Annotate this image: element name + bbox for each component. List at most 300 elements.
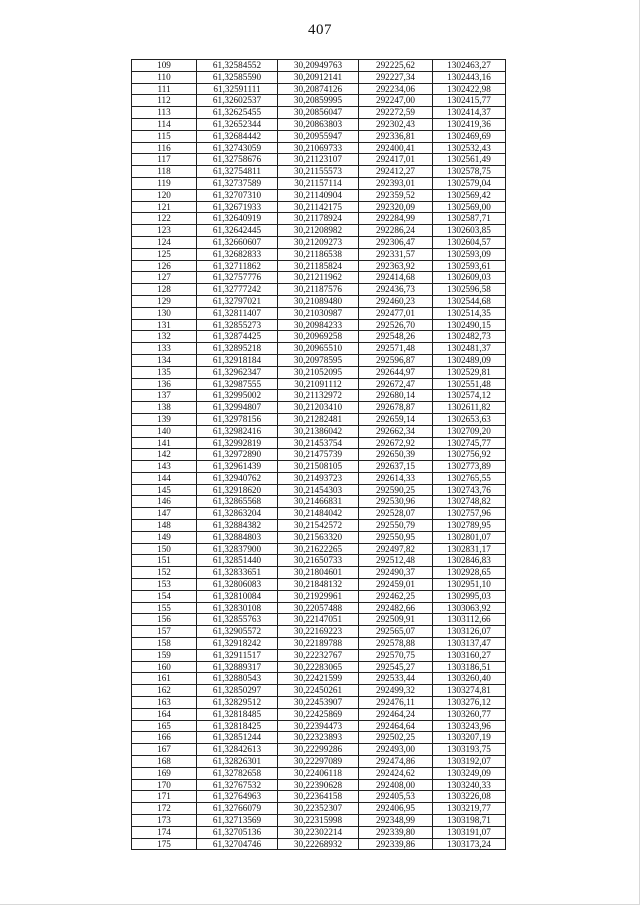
x-coordinate-cell: 292644,97 [359, 366, 433, 378]
table-row [132, 272, 506, 284]
point-number-cell: 164 [132, 708, 197, 720]
longitude-cell: 30,21187576 [278, 284, 359, 296]
point-number-cell: 112 [132, 95, 197, 107]
point-number-cell: 161 [132, 673, 197, 685]
table-row [132, 307, 506, 319]
y-coordinate-cell: 1303240,33 [433, 779, 506, 791]
y-coordinate-cell: 1303137,47 [433, 638, 506, 650]
latitude-cell: 61,32818485 [197, 708, 278, 720]
y-coordinate-cell: 1303193,75 [433, 744, 506, 756]
point-number-cell: 136 [132, 378, 197, 390]
x-coordinate-cell: 292662,34 [359, 425, 433, 437]
point-number-cell: 129 [132, 295, 197, 307]
point-number-cell: 141 [132, 437, 197, 449]
longitude-cell: 30,22364158 [278, 791, 359, 803]
longitude-cell: 30,21454303 [278, 484, 359, 496]
x-coordinate-cell: 292348,99 [359, 815, 433, 827]
latitude-cell: 61,32918620 [197, 484, 278, 496]
latitude-cell: 61,32764963 [197, 791, 278, 803]
y-coordinate-cell: 1302611,82 [433, 402, 506, 414]
x-coordinate-cell: 292464,24 [359, 708, 433, 720]
latitude-cell: 61,32995002 [197, 390, 278, 402]
latitude-cell: 61,32602537 [197, 95, 278, 107]
y-coordinate-cell: 1303274,81 [433, 685, 506, 697]
y-coordinate-cell: 1302481,37 [433, 343, 506, 355]
x-coordinate-cell: 292286,24 [359, 225, 433, 237]
x-coordinate-cell: 292331,57 [359, 248, 433, 260]
table-row [132, 815, 506, 827]
table-row [132, 508, 506, 520]
latitude-cell: 61,32642445 [197, 225, 278, 237]
table-row [132, 461, 506, 473]
y-coordinate-cell: 1302544,68 [433, 295, 506, 307]
latitude-cell: 61,32830108 [197, 602, 278, 614]
longitude-cell: 30,21493723 [278, 472, 359, 484]
latitude-cell: 61,32874425 [197, 331, 278, 343]
point-number-cell: 162 [132, 685, 197, 697]
y-coordinate-cell: 1302745,77 [433, 437, 506, 449]
x-coordinate-cell: 292336,81 [359, 130, 433, 142]
longitude-cell: 30,21484042 [278, 508, 359, 520]
point-number-cell: 126 [132, 260, 197, 272]
table-row [132, 602, 506, 614]
latitude-cell: 61,32837900 [197, 543, 278, 555]
table-row [132, 284, 506, 296]
table-row [132, 720, 506, 732]
latitude-cell: 61,32884803 [197, 531, 278, 543]
latitude-cell: 61,32810084 [197, 590, 278, 602]
x-coordinate-cell: 292339,86 [359, 838, 433, 850]
point-number-cell: 158 [132, 638, 197, 650]
y-coordinate-cell: 1303192,07 [433, 756, 506, 768]
point-number-cell: 157 [132, 626, 197, 638]
longitude-cell: 30,22297089 [278, 756, 359, 768]
table-row [132, 826, 506, 838]
x-coordinate-cell: 292363,92 [359, 260, 433, 272]
table-row [132, 732, 506, 744]
latitude-cell: 61,32777242 [197, 284, 278, 296]
y-coordinate-cell: 1302757,96 [433, 508, 506, 520]
x-coordinate-cell: 292550,95 [359, 531, 433, 543]
y-coordinate-cell: 1303063,92 [433, 602, 506, 614]
point-number-cell: 145 [132, 484, 197, 496]
latitude-cell: 61,32961439 [197, 461, 278, 473]
y-coordinate-cell: 1303260,77 [433, 708, 506, 720]
point-number-cell: 116 [132, 142, 197, 154]
latitude-cell: 61,32884382 [197, 520, 278, 532]
point-number-cell: 156 [132, 614, 197, 626]
point-number-cell: 111 [132, 83, 197, 95]
longitude-cell: 30,21089480 [278, 295, 359, 307]
latitude-cell: 61,32591111 [197, 83, 278, 95]
longitude-cell: 30,22189788 [278, 638, 359, 650]
y-coordinate-cell: 1302995,03 [433, 590, 506, 602]
x-coordinate-cell: 292678,87 [359, 402, 433, 414]
table-row [132, 225, 506, 237]
x-coordinate-cell: 292680,14 [359, 390, 433, 402]
longitude-cell: 30,21466831 [278, 496, 359, 508]
y-coordinate-cell: 1302561,49 [433, 154, 506, 166]
table-row [132, 626, 506, 638]
point-number-cell: 147 [132, 508, 197, 520]
table-row [132, 236, 506, 248]
table-row [132, 756, 506, 768]
y-coordinate-cell: 1302579,04 [433, 177, 506, 189]
x-coordinate-cell: 292412,27 [359, 166, 433, 178]
longitude-cell: 30,21178924 [278, 213, 359, 225]
x-coordinate-cell: 292565,07 [359, 626, 433, 638]
point-number-cell: 171 [132, 791, 197, 803]
x-coordinate-cell: 292464,64 [359, 720, 433, 732]
longitude-cell: 30,21542572 [278, 520, 359, 532]
latitude-cell: 61,32855273 [197, 319, 278, 331]
x-coordinate-cell: 292550,79 [359, 520, 433, 532]
table-row [132, 449, 506, 461]
point-number-cell: 151 [132, 555, 197, 567]
latitude-cell: 61,32851244 [197, 732, 278, 744]
longitude-cell: 30,21929961 [278, 590, 359, 602]
x-coordinate-cell: 292570,75 [359, 649, 433, 661]
longitude-cell: 30,21475739 [278, 449, 359, 461]
latitude-cell: 61,32811407 [197, 307, 278, 319]
x-coordinate-cell: 292530,96 [359, 496, 433, 508]
point-number-cell: 115 [132, 130, 197, 142]
table-row [132, 638, 506, 650]
x-coordinate-cell: 292650,39 [359, 449, 433, 461]
x-coordinate-cell: 292462,25 [359, 590, 433, 602]
latitude-cell: 61,32978156 [197, 413, 278, 425]
latitude-cell: 61,32625455 [197, 107, 278, 119]
table-row [132, 803, 506, 815]
latitude-cell: 61,32705136 [197, 826, 278, 838]
point-number-cell: 168 [132, 756, 197, 768]
y-coordinate-cell: 1302463,27 [433, 60, 506, 72]
latitude-cell: 61,32826301 [197, 756, 278, 768]
point-number-cell: 121 [132, 201, 197, 213]
y-coordinate-cell: 1302569,00 [433, 201, 506, 213]
y-coordinate-cell: 1302765,55 [433, 472, 506, 484]
y-coordinate-cell: 1302593,09 [433, 248, 506, 260]
longitude-cell: 30,22268932 [278, 838, 359, 850]
longitude-cell: 30,22390628 [278, 779, 359, 791]
x-coordinate-cell: 292459,01 [359, 579, 433, 591]
point-number-cell: 125 [132, 248, 197, 260]
longitude-cell: 30,21282481 [278, 413, 359, 425]
point-number-cell: 166 [132, 732, 197, 744]
x-coordinate-cell: 292405,53 [359, 791, 433, 803]
x-coordinate-cell: 292482,66 [359, 602, 433, 614]
x-coordinate-cell: 292545,27 [359, 661, 433, 673]
y-coordinate-cell: 1302653,63 [433, 413, 506, 425]
latitude-cell: 61,32918242 [197, 638, 278, 650]
point-number-cell: 123 [132, 225, 197, 237]
latitude-cell: 61,32757776 [197, 272, 278, 284]
longitude-cell: 30,21848132 [278, 579, 359, 591]
point-number-cell: 169 [132, 767, 197, 779]
latitude-cell: 61,32842613 [197, 744, 278, 756]
x-coordinate-cell: 292306,47 [359, 236, 433, 248]
x-coordinate-cell: 292339,80 [359, 826, 433, 838]
longitude-cell: 30,21650733 [278, 555, 359, 567]
table-row [132, 107, 506, 119]
latitude-cell: 61,32972890 [197, 449, 278, 461]
longitude-cell: 30,21804601 [278, 567, 359, 579]
table-row [132, 366, 506, 378]
y-coordinate-cell: 1303276,12 [433, 697, 506, 709]
y-coordinate-cell: 1302529,81 [433, 366, 506, 378]
x-coordinate-cell: 292476,11 [359, 697, 433, 709]
point-number-cell: 128 [132, 284, 197, 296]
y-coordinate-cell: 1302443,16 [433, 71, 506, 83]
longitude-cell: 30,21211962 [278, 272, 359, 284]
table-row [132, 779, 506, 791]
longitude-cell: 30,22302214 [278, 826, 359, 838]
x-coordinate-cell: 292502,25 [359, 732, 433, 744]
latitude-cell: 61,32584552 [197, 60, 278, 72]
x-coordinate-cell: 292424,62 [359, 767, 433, 779]
x-coordinate-cell: 292400,41 [359, 142, 433, 154]
point-number-cell: 174 [132, 826, 197, 838]
latitude-cell: 61,32671933 [197, 201, 278, 213]
point-number-cell: 122 [132, 213, 197, 225]
table-row [132, 378, 506, 390]
y-coordinate-cell: 1303249,09 [433, 767, 506, 779]
table-row [132, 60, 506, 72]
x-coordinate-cell: 292512,48 [359, 555, 433, 567]
latitude-cell: 61,32863204 [197, 508, 278, 520]
longitude-cell: 30,21453754 [278, 437, 359, 449]
y-coordinate-cell: 1302514,35 [433, 307, 506, 319]
latitude-cell: 61,32880543 [197, 673, 278, 685]
longitude-cell: 30,21052095 [278, 366, 359, 378]
table-row [132, 177, 506, 189]
y-coordinate-cell: 1302419,36 [433, 118, 506, 130]
longitude-cell: 30,21622265 [278, 543, 359, 555]
point-number-cell: 130 [132, 307, 197, 319]
table-row [132, 402, 506, 414]
longitude-cell: 30,21508105 [278, 461, 359, 473]
table-row [132, 472, 506, 484]
x-coordinate-cell: 292548,26 [359, 331, 433, 343]
point-number-cell: 163 [132, 697, 197, 709]
y-coordinate-cell: 1302482,73 [433, 331, 506, 343]
longitude-cell: 30,21069733 [278, 142, 359, 154]
longitude-cell: 30,21208982 [278, 225, 359, 237]
point-number-cell: 140 [132, 425, 197, 437]
point-number-cell: 138 [132, 402, 197, 414]
point-number-cell: 152 [132, 567, 197, 579]
coordinates-table-body [132, 60, 506, 850]
latitude-cell: 61,32982416 [197, 425, 278, 437]
point-number-cell: 165 [132, 720, 197, 732]
latitude-cell: 61,32833651 [197, 567, 278, 579]
table-row [132, 213, 506, 225]
x-coordinate-cell: 292533,44 [359, 673, 433, 685]
latitude-cell: 61,32992819 [197, 437, 278, 449]
longitude-cell: 30,20912141 [278, 71, 359, 83]
x-coordinate-cell: 292247,00 [359, 95, 433, 107]
point-number-cell: 113 [132, 107, 197, 119]
x-coordinate-cell: 292393,01 [359, 177, 433, 189]
latitude-cell: 61,32754811 [197, 166, 278, 178]
y-coordinate-cell: 1302415,77 [433, 95, 506, 107]
table-row [132, 744, 506, 756]
x-coordinate-cell: 292272,59 [359, 107, 433, 119]
latitude-cell: 61,32713569 [197, 815, 278, 827]
point-number-cell: 127 [132, 272, 197, 284]
point-number-cell: 150 [132, 543, 197, 555]
y-coordinate-cell: 1303173,24 [433, 838, 506, 850]
latitude-cell: 61,32987555 [197, 378, 278, 390]
point-number-cell: 142 [132, 449, 197, 461]
y-coordinate-cell: 1302578,75 [433, 166, 506, 178]
table-row [132, 791, 506, 803]
x-coordinate-cell: 292490,37 [359, 567, 433, 579]
latitude-cell: 61,32818425 [197, 720, 278, 732]
y-coordinate-cell: 1303260,40 [433, 673, 506, 685]
point-number-cell: 110 [132, 71, 197, 83]
y-coordinate-cell: 1303186,51 [433, 661, 506, 673]
longitude-cell: 30,20984233 [278, 319, 359, 331]
table-row [132, 614, 506, 626]
longitude-cell: 30,22315998 [278, 815, 359, 827]
latitude-cell: 61,32704746 [197, 838, 278, 850]
x-coordinate-cell: 292227,34 [359, 71, 433, 83]
x-coordinate-cell: 292571,48 [359, 343, 433, 355]
longitude-cell: 30,20856047 [278, 107, 359, 119]
table-row [132, 697, 506, 709]
y-coordinate-cell: 1302709,20 [433, 425, 506, 437]
table-row [132, 83, 506, 95]
x-coordinate-cell: 292417,01 [359, 154, 433, 166]
longitude-cell: 30,22283065 [278, 661, 359, 673]
y-coordinate-cell: 1303126,07 [433, 626, 506, 638]
table-row [132, 661, 506, 673]
table-row [132, 343, 506, 355]
x-coordinate-cell: 292359,52 [359, 189, 433, 201]
y-coordinate-cell: 1303207,19 [433, 732, 506, 744]
latitude-cell: 61,32652344 [197, 118, 278, 130]
table-row [132, 531, 506, 543]
x-coordinate-cell: 292497,82 [359, 543, 433, 555]
table-row [132, 767, 506, 779]
latitude-cell: 61,32895218 [197, 343, 278, 355]
y-coordinate-cell: 1303219,77 [433, 803, 506, 815]
x-coordinate-cell: 292614,33 [359, 472, 433, 484]
latitude-cell: 61,32767532 [197, 779, 278, 791]
y-coordinate-cell: 1302773,89 [433, 461, 506, 473]
table-row [132, 437, 506, 449]
y-coordinate-cell: 1302603,85 [433, 225, 506, 237]
longitude-cell: 30,22453907 [278, 697, 359, 709]
y-coordinate-cell: 1302490,15 [433, 319, 506, 331]
latitude-cell: 61,32806083 [197, 579, 278, 591]
y-coordinate-cell: 1302756,92 [433, 449, 506, 461]
point-number-cell: 114 [132, 118, 197, 130]
y-coordinate-cell: 1302609,03 [433, 272, 506, 284]
latitude-cell: 61,32660607 [197, 236, 278, 248]
y-coordinate-cell: 1302604,57 [433, 236, 506, 248]
longitude-cell: 30,22352307 [278, 803, 359, 815]
y-coordinate-cell: 1302532,43 [433, 142, 506, 154]
y-coordinate-cell: 1303112,66 [433, 614, 506, 626]
latitude-cell: 61,32850297 [197, 685, 278, 697]
x-coordinate-cell: 292474,86 [359, 756, 433, 768]
latitude-cell: 61,32905572 [197, 626, 278, 638]
point-number-cell: 119 [132, 177, 197, 189]
table-row [132, 154, 506, 166]
longitude-cell: 30,22450261 [278, 685, 359, 697]
point-number-cell: 172 [132, 803, 197, 815]
point-number-cell: 118 [132, 166, 197, 178]
point-number-cell: 131 [132, 319, 197, 331]
x-coordinate-cell: 292284,99 [359, 213, 433, 225]
x-coordinate-cell: 292302,43 [359, 118, 433, 130]
x-coordinate-cell: 292234,06 [359, 83, 433, 95]
table-row [132, 520, 506, 532]
point-number-cell: 117 [132, 154, 197, 166]
y-coordinate-cell: 1303191,07 [433, 826, 506, 838]
point-number-cell: 144 [132, 472, 197, 484]
longitude-cell: 30,22425869 [278, 708, 359, 720]
point-number-cell: 124 [132, 236, 197, 248]
y-coordinate-cell: 1302743,76 [433, 484, 506, 496]
table-row [132, 579, 506, 591]
point-number-cell: 139 [132, 413, 197, 425]
latitude-cell: 61,32743059 [197, 142, 278, 154]
point-number-cell: 159 [132, 649, 197, 661]
latitude-cell: 61,32711862 [197, 260, 278, 272]
x-coordinate-cell: 292596,87 [359, 354, 433, 366]
x-coordinate-cell: 292659,14 [359, 413, 433, 425]
x-coordinate-cell: 292590,25 [359, 484, 433, 496]
point-number-cell: 155 [132, 602, 197, 614]
x-coordinate-cell: 292528,07 [359, 508, 433, 520]
y-coordinate-cell: 1303226,08 [433, 791, 506, 803]
longitude-cell: 30,21186538 [278, 248, 359, 260]
longitude-cell: 30,21091112 [278, 378, 359, 390]
longitude-cell: 30,22406118 [278, 767, 359, 779]
point-number-cell: 120 [132, 189, 197, 201]
latitude-cell: 61,32918184 [197, 354, 278, 366]
y-coordinate-cell: 1302489,09 [433, 354, 506, 366]
y-coordinate-cell: 1302951,10 [433, 579, 506, 591]
latitude-cell: 61,32851440 [197, 555, 278, 567]
coordinates-table [131, 59, 506, 850]
table-row [132, 319, 506, 331]
point-number-cell: 148 [132, 520, 197, 532]
y-coordinate-cell: 1302831,17 [433, 543, 506, 555]
longitude-cell: 30,22323893 [278, 732, 359, 744]
latitude-cell: 61,32829512 [197, 697, 278, 709]
y-coordinate-cell: 1302748,82 [433, 496, 506, 508]
table-row [132, 590, 506, 602]
latitude-cell: 61,32855763 [197, 614, 278, 626]
latitude-cell: 61,32797021 [197, 295, 278, 307]
latitude-cell: 61,32911517 [197, 649, 278, 661]
longitude-cell: 30,21563320 [278, 531, 359, 543]
point-number-cell: 175 [132, 838, 197, 850]
table-row [132, 260, 506, 272]
x-coordinate-cell: 292509,91 [359, 614, 433, 626]
table-row [132, 425, 506, 437]
point-number-cell: 167 [132, 744, 197, 756]
table-row [132, 673, 506, 685]
latitude-cell: 61,32766079 [197, 803, 278, 815]
x-coordinate-cell: 292460,23 [359, 295, 433, 307]
latitude-cell: 61,32940762 [197, 472, 278, 484]
x-coordinate-cell: 292578,88 [359, 638, 433, 650]
